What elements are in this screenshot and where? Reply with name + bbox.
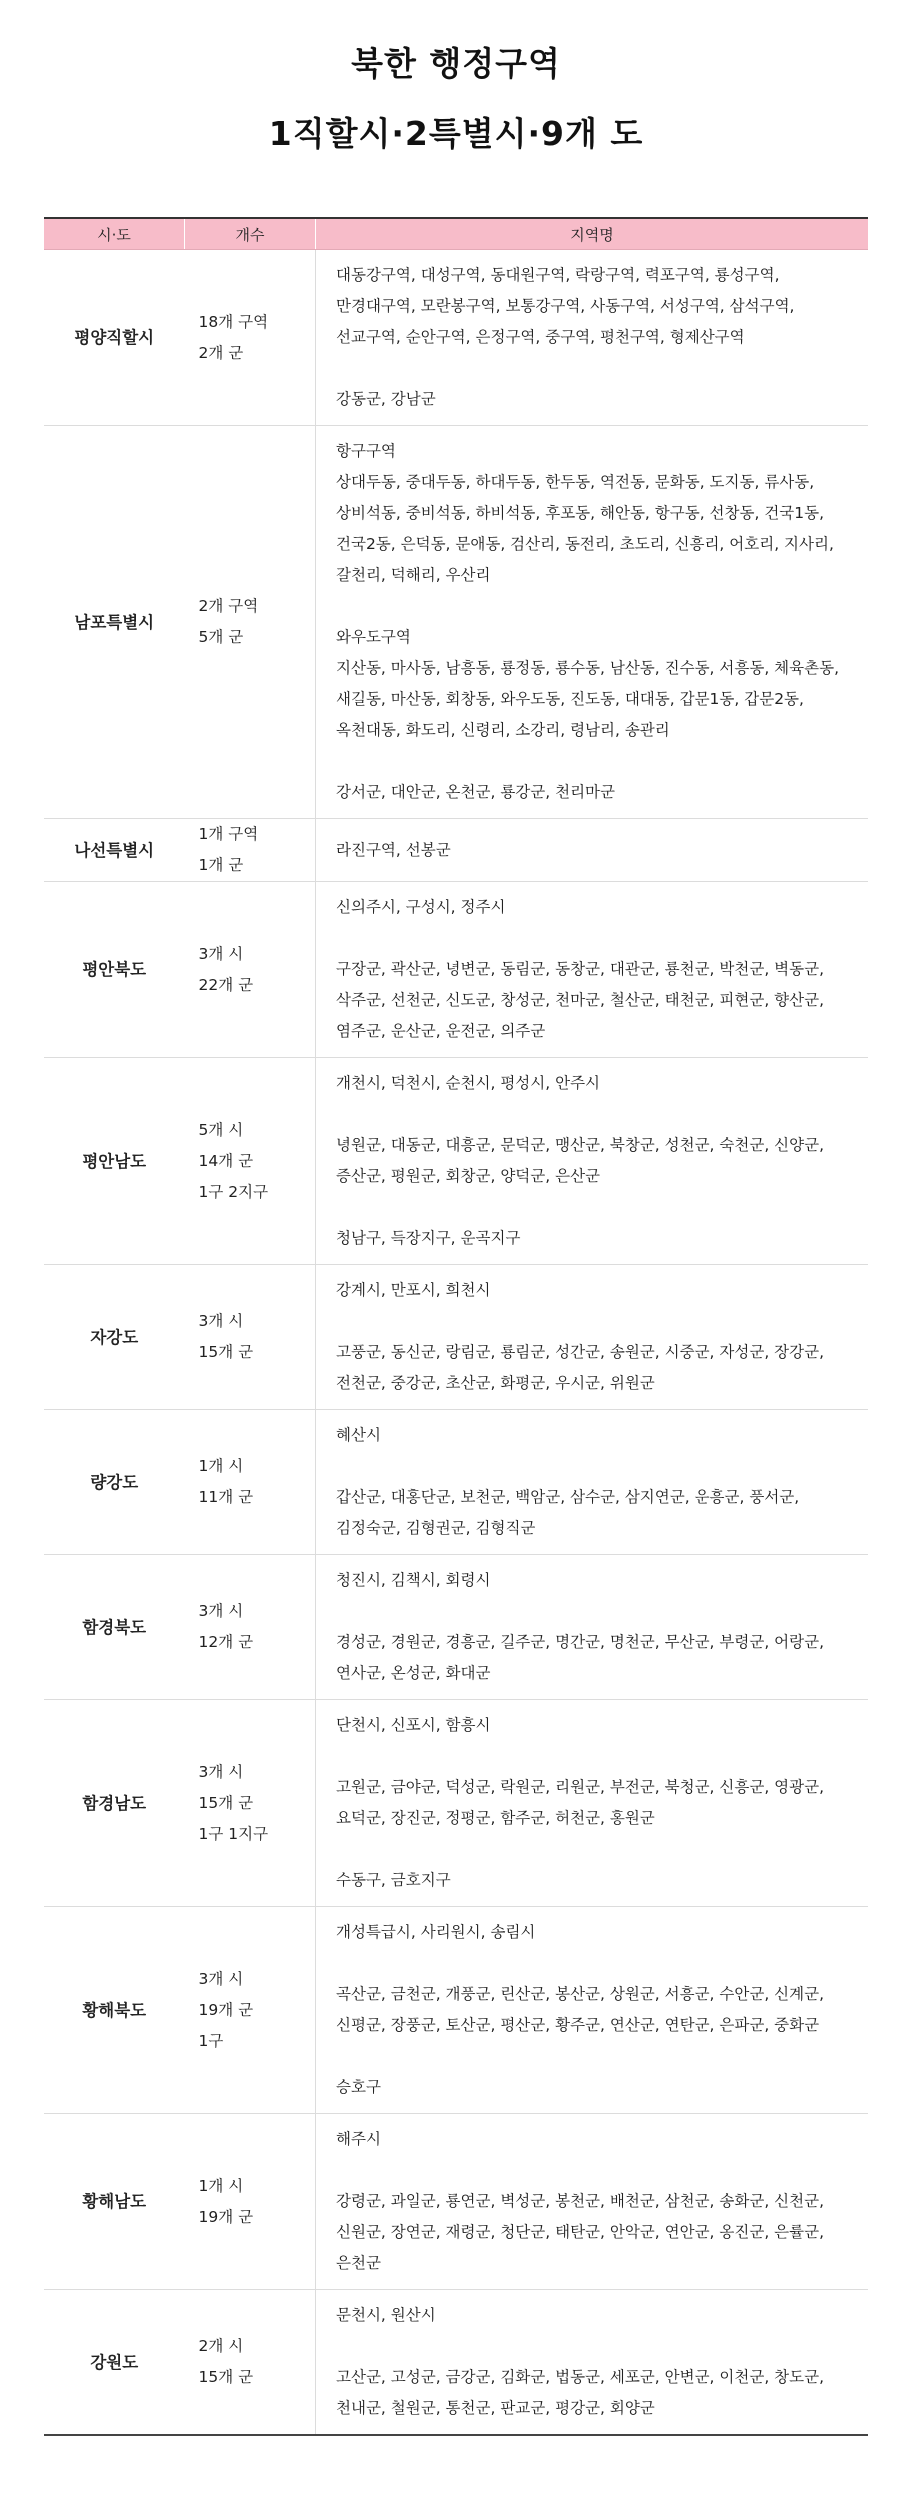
region-names: 해주시 강령군, 과일군, 룡연군, 벽성군, 봉천군, 배천군, 삼천군, 송화군, 신천군, 신원군, 장연군, 재령군, 청단군, 태탄군, 안악군, 연안군, 옹진군, 은률군, 은천군 (316, 2114, 869, 2290)
table-row (44, 1700, 868, 1907)
table-row (44, 882, 868, 1058)
region-names: 혜산시 갑산군, 대홍단군, 보천군, 백암군, 삼수군, 삼지연군, 운흥군, 풍서군, 김정숙군, 김형권군, 김형직군 (316, 1410, 869, 1555)
province-name: 강원도 (44, 2290, 185, 2436)
region-names: 청진시, 김책시, 회령시 경성군, 경원군, 경흥군, 길주군, 명간군, 명천군, 무산군, 부령군, 어랑군, 연사군, 온성군, 화대군 (316, 1555, 869, 1700)
province-name: 황해남도 (44, 2114, 185, 2290)
division-count: 5개 시 14개 군 1구 2지구 (185, 1058, 316, 1265)
table-row (44, 2114, 868, 2290)
division-count: 3개 시 19개 군 1구 (185, 1907, 316, 2114)
province-name: 량강도 (44, 1410, 185, 1555)
table-row (44, 1265, 868, 1410)
table-row (44, 2290, 868, 2436)
table-row (44, 426, 868, 819)
province-name: 남포특별시 (44, 426, 185, 819)
division-count: 2개 구역 5개 군 (185, 426, 316, 819)
region-names: 개성특급시, 사리원시, 송림시 곡산군, 금천군, 개풍군, 린산군, 봉산군, 상원군, 서흥군, 수안군, 신계군, 신평군, 장풍군, 토산군, 평산군, 황주군, 연산군, 연탄군, 은파군, 중화군 승호구 (316, 1907, 869, 2114)
region-names: 대동강구역, 대성구역, 동대원구역, 락랑구역, 력포구역, 룡성구역, 만경대구역, 모란봉구역, 보통강구역, 사동구역, 서성구역, 삼석구역, 선교구역, 순안구역, 은정구역, 중구역, 평천구역, 형제산구역 강동군, 강남군 (316, 250, 869, 426)
admin-division-table (44, 217, 868, 2436)
province-name: 자강도 (44, 1265, 185, 1410)
header-count: 개수 (185, 218, 316, 250)
table-row (44, 1410, 868, 1555)
province-name: 함경남도 (44, 1700, 185, 1907)
region-names: 강계시, 만포시, 희천시 고풍군, 동신군, 랑림군, 룡림군, 성간군, 송원군, 시중군, 자성군, 장강군, 전천군, 중강군, 초산군, 화평군, 우시군, 위원군 (316, 1265, 869, 1410)
region-names: 항구구역 상대두동, 중대두동, 하대두동, 한두동, 역전동, 문화동, 도지동, 류사동, 상비석동, 중비석동, 하비석동, 후포동, 해안동, 항구동, 선창동, 건국1동, 건국2동, 은덕동, 문애동, 검산리, 동전리, 초도리, 신흥리, 어호리, 지사리, 갈천리, 덕해리, 우산리 와우도구역 지산동, 마사동, 남흥동, 룡정동, 룡수동, 남산동, 진수동, 서흥동, 체육촌동, 새길동, 마산동, 회창동, 와우도동, 진도동, 대대동, 갑문1동, 갑문2동, 옥천대동, 화도리, 신령리, 소강리, 령남리, 송관리 강서군, 대안군, 온천군, 룡강군, 천리마군 (316, 426, 869, 819)
division-count: 3개 시 12개 군 (185, 1555, 316, 1700)
table-row (44, 1907, 868, 2114)
province-name: 평양직할시 (44, 250, 185, 426)
page-subtitle: 1직할시·2특별시·9개 도 (268, 114, 644, 153)
page-title: 북한 행정구역 (351, 44, 561, 83)
province-name: 황해북도 (44, 1907, 185, 2114)
region-names: 신의주시, 구성시, 정주시 구장군, 곽산군, 녕변군, 동림군, 동창군, 대관군, 룡천군, 박천군, 벽동군, 삭주군, 선천군, 신도군, 창성군, 천마군, 철산군, 태천군, 피현군, 향산군, 염주군, 운산군, 운전군, 의주군 (316, 882, 869, 1058)
region-names: 단천시, 신포시, 함흥시 고원군, 금야군, 덕성군, 락원군, 리원군, 부전군, 북청군, 신흥군, 영광군, 요덕군, 장진군, 정평군, 함주군, 허천군, 홍원군 수동구, 금호지구 (316, 1700, 869, 1907)
province-name: 나선특별시 (44, 819, 185, 882)
region-names: 문천시, 원산시 고산군, 고성군, 금강군, 김화군, 법동군, 세포군, 안변군, 이천군, 창도군, 천내군, 철원군, 통천군, 판교군, 평강군, 회양군 (316, 2290, 869, 2436)
division-count: 2개 시 15개 군 (185, 2290, 316, 2436)
table-row (44, 1555, 868, 1700)
province-name: 함경북도 (44, 1555, 185, 1700)
province-name: 평안남도 (44, 1058, 185, 1265)
division-count: 3개 시 22개 군 (185, 882, 316, 1058)
header-province: 시·도 (44, 218, 185, 250)
region-names: 개천시, 덕천시, 순천시, 평성시, 안주시 녕원군, 대동군, 대흥군, 문덕군, 맹산군, 북창군, 성천군, 숙천군, 신양군, 증산군, 평원군, 회창군, 양덕군, 은산군 청남구, 득장지구, 운곡지구 (316, 1058, 869, 1265)
table-row (44, 819, 868, 882)
table-row (44, 250, 868, 426)
region-names: 라진구역, 선봉군 (316, 819, 869, 882)
table-header-row (44, 218, 868, 250)
header-regions: 지역명 (316, 218, 869, 250)
table-row (44, 1058, 868, 1265)
division-count: 1개 구역 1개 군 (185, 819, 316, 882)
division-count: 1개 시 11개 군 (185, 1410, 316, 1555)
division-count: 3개 시 15개 군 1구 1지구 (185, 1700, 316, 1907)
division-count: 1개 시 19개 군 (185, 2114, 316, 2290)
division-count: 18개 구역 2개 군 (185, 250, 316, 426)
division-count: 3개 시 15개 군 (185, 1265, 316, 1410)
province-name: 평안북도 (44, 882, 185, 1058)
